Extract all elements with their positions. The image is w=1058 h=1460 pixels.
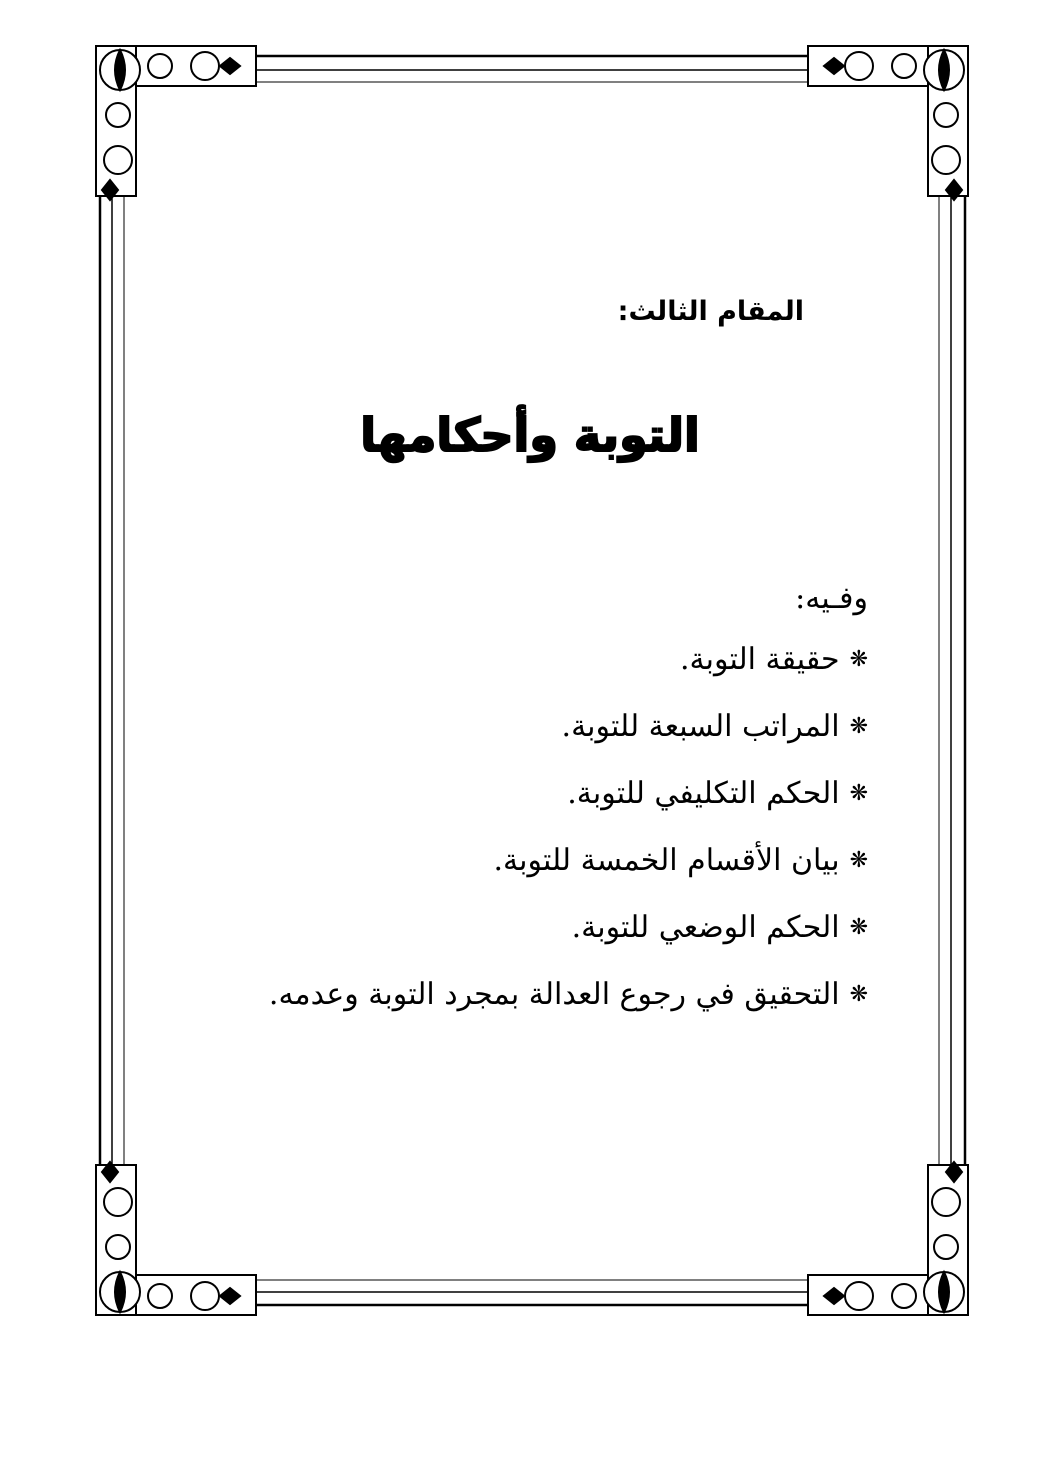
page-title: التوبة وأحكامها [360, 408, 700, 462]
list-item-text: المراتب السبعة للتوبة. [561, 709, 840, 744]
list-item-text: التحقيق في رجوع العدالة بمجرد التوبة وعدمه. [268, 977, 840, 1012]
list-item [168, 831, 868, 898]
bullet-star-icon: ❋ [849, 647, 868, 672]
bullet-star-icon: ❋ [849, 714, 868, 739]
corner-ornament-top-left [96, 46, 256, 200]
list-item [168, 697, 868, 764]
contents-list [168, 574, 868, 1032]
corner-ornament-top-right [808, 46, 968, 200]
corner-ornament-bottom-left [96, 1162, 256, 1315]
contents-intro: وفـيه: [795, 581, 868, 616]
corner-ornament-bottom-right [808, 1162, 968, 1315]
list-item-text: الحكم التكليفي للتوبة. [567, 776, 840, 811]
bullet-star-icon: ❋ [849, 848, 868, 873]
list-item [168, 630, 868, 697]
list-item-text: حقيقة التوبة. [679, 642, 840, 677]
section-label: المقام الثالث: [617, 296, 804, 327]
list-item-text: الحكم الوضعي للتوبة. [571, 910, 840, 945]
list-item-text: بيان الأقسام الخمسة للتوبة. [493, 843, 840, 878]
list-item [168, 764, 868, 831]
bullet-star-icon: ❋ [849, 781, 868, 806]
bullet-star-icon: ❋ [849, 982, 868, 1007]
list-item [168, 965, 868, 1032]
list-item [168, 898, 868, 965]
bullet-star-icon: ❋ [849, 915, 868, 940]
